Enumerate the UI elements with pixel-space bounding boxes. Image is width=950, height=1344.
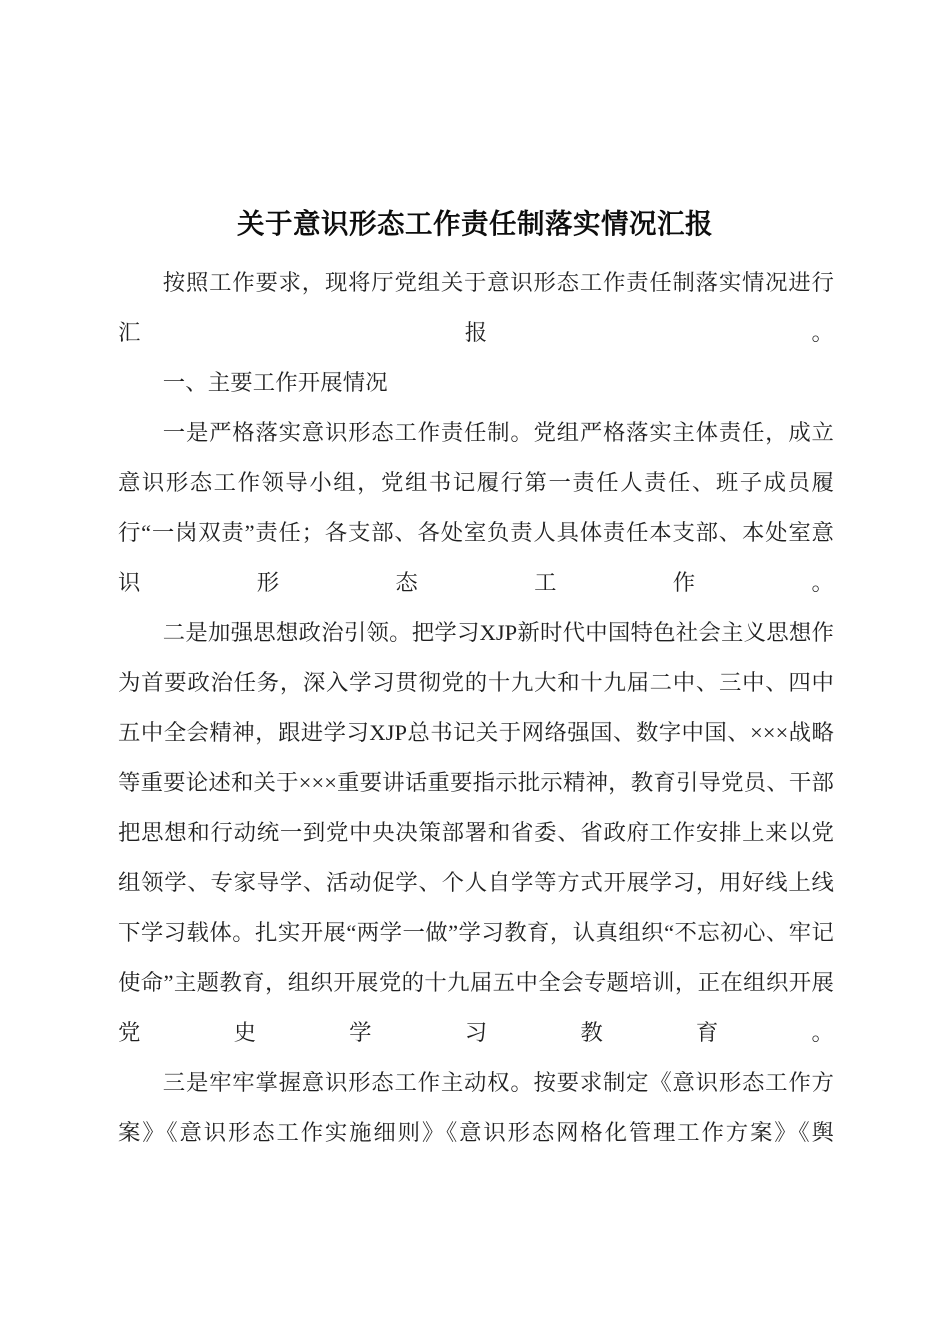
paragraph-item-one: 一是严格落实意识形态工作责任制。党组严格落实主体责任，成立意识形态工作领导小组，党组书记履行第一责任人责任、班子成员履行“一岗双责”责任；各支部、各处室负责人具体责任本支部、本处室意识形态工作。 <box>118 420 834 595</box>
paragraph-intro: 按照工作要求，现将厅党组关于意识形态工作责任制落实情况进行汇报。 <box>118 270 834 345</box>
paragraph-item-three: 三是牢牢掌握意识形态工作主动权。按要求制定《意识形态工作方案》《意识形态工作实施细则》《意识形态网格化管理工作方案》《舆 <box>118 1070 834 1145</box>
paragraph-item-two: 二是加强思想政治引领。把学习XJP新时代中国特色社会主义思想作为首要政治任务，深入学习贯彻党的十九大和十九届二中、三中、四中五中全会精神，跟进学习XJP总书记关于网络强国、数字中国、×××战略等重要论述和关于×××重要讲话重要指示批示精神，教育引导党员、干部把思想和行动统一到党中央决策部署和省委、省政府工作安排上来以党组领学、专家导学、活动促学、个人自学等方式开展学习，用好线上线下学习载体。扎实开展“两学一做”学习教育，认真组织“不忘初心、牢记使命”主题教育，组织开展党的十九届五中全会专题培训，正在组织开展党史学习教育。 <box>118 620 834 1045</box>
document-body <box>118 258 834 1158</box>
section-heading-main-work: 一、主要工作开展情况 <box>162 370 388 395</box>
page-title: 关于意识形态工作责任制落实情况汇报 <box>237 208 713 241</box>
